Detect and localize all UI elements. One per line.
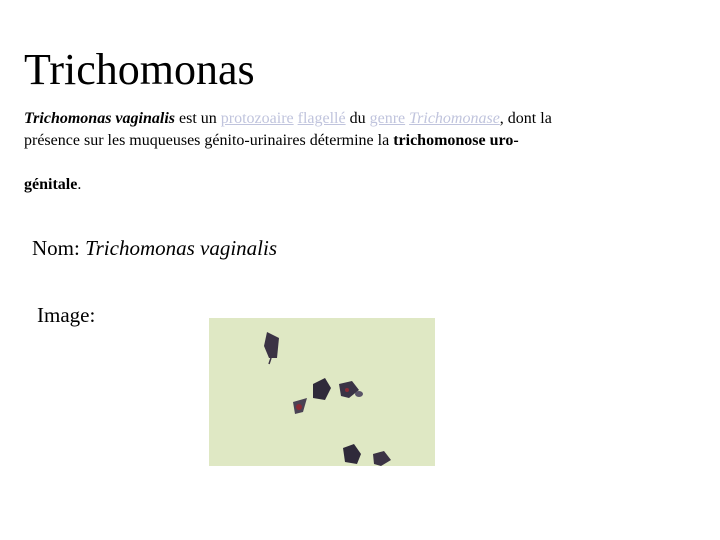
intro-text-3: du bbox=[345, 110, 370, 127]
disease-name-part1: trichomonose uro- bbox=[393, 132, 519, 149]
link-protozoaire[interactable]: protozoaire bbox=[220, 110, 294, 127]
link-trichomonase[interactable]: Trichomonase bbox=[409, 110, 500, 127]
disease-name-part2: génitale bbox=[24, 176, 78, 193]
nom-label: Nom: bbox=[32, 236, 86, 260]
parasite-cell bbox=[355, 391, 363, 397]
micrograph-image bbox=[209, 318, 435, 466]
intro-line-2 bbox=[24, 130, 664, 152]
intro-line-3 bbox=[24, 174, 664, 196]
scientific-name: Trichomonas vaginalis bbox=[24, 110, 175, 127]
link-genre[interactable]: genre bbox=[369, 110, 406, 127]
slide-title: Trichomonas bbox=[24, 45, 255, 94]
nom-value: Trichomonas vaginalis bbox=[85, 236, 278, 260]
nom-line bbox=[32, 234, 277, 262]
intro-text-5: , dont la bbox=[499, 110, 552, 127]
intro-text-1: est un bbox=[174, 110, 221, 127]
link-flagelle[interactable]: flagellé bbox=[297, 110, 346, 127]
intro-line-3-end: . bbox=[77, 176, 82, 193]
intro-line-1 bbox=[24, 108, 664, 130]
image-label: Image: bbox=[37, 303, 96, 327]
intro-line-2-text: présence sur les muqueuses génito-urinaires détermine la bbox=[24, 132, 394, 149]
intro-paragraph bbox=[24, 108, 664, 196]
